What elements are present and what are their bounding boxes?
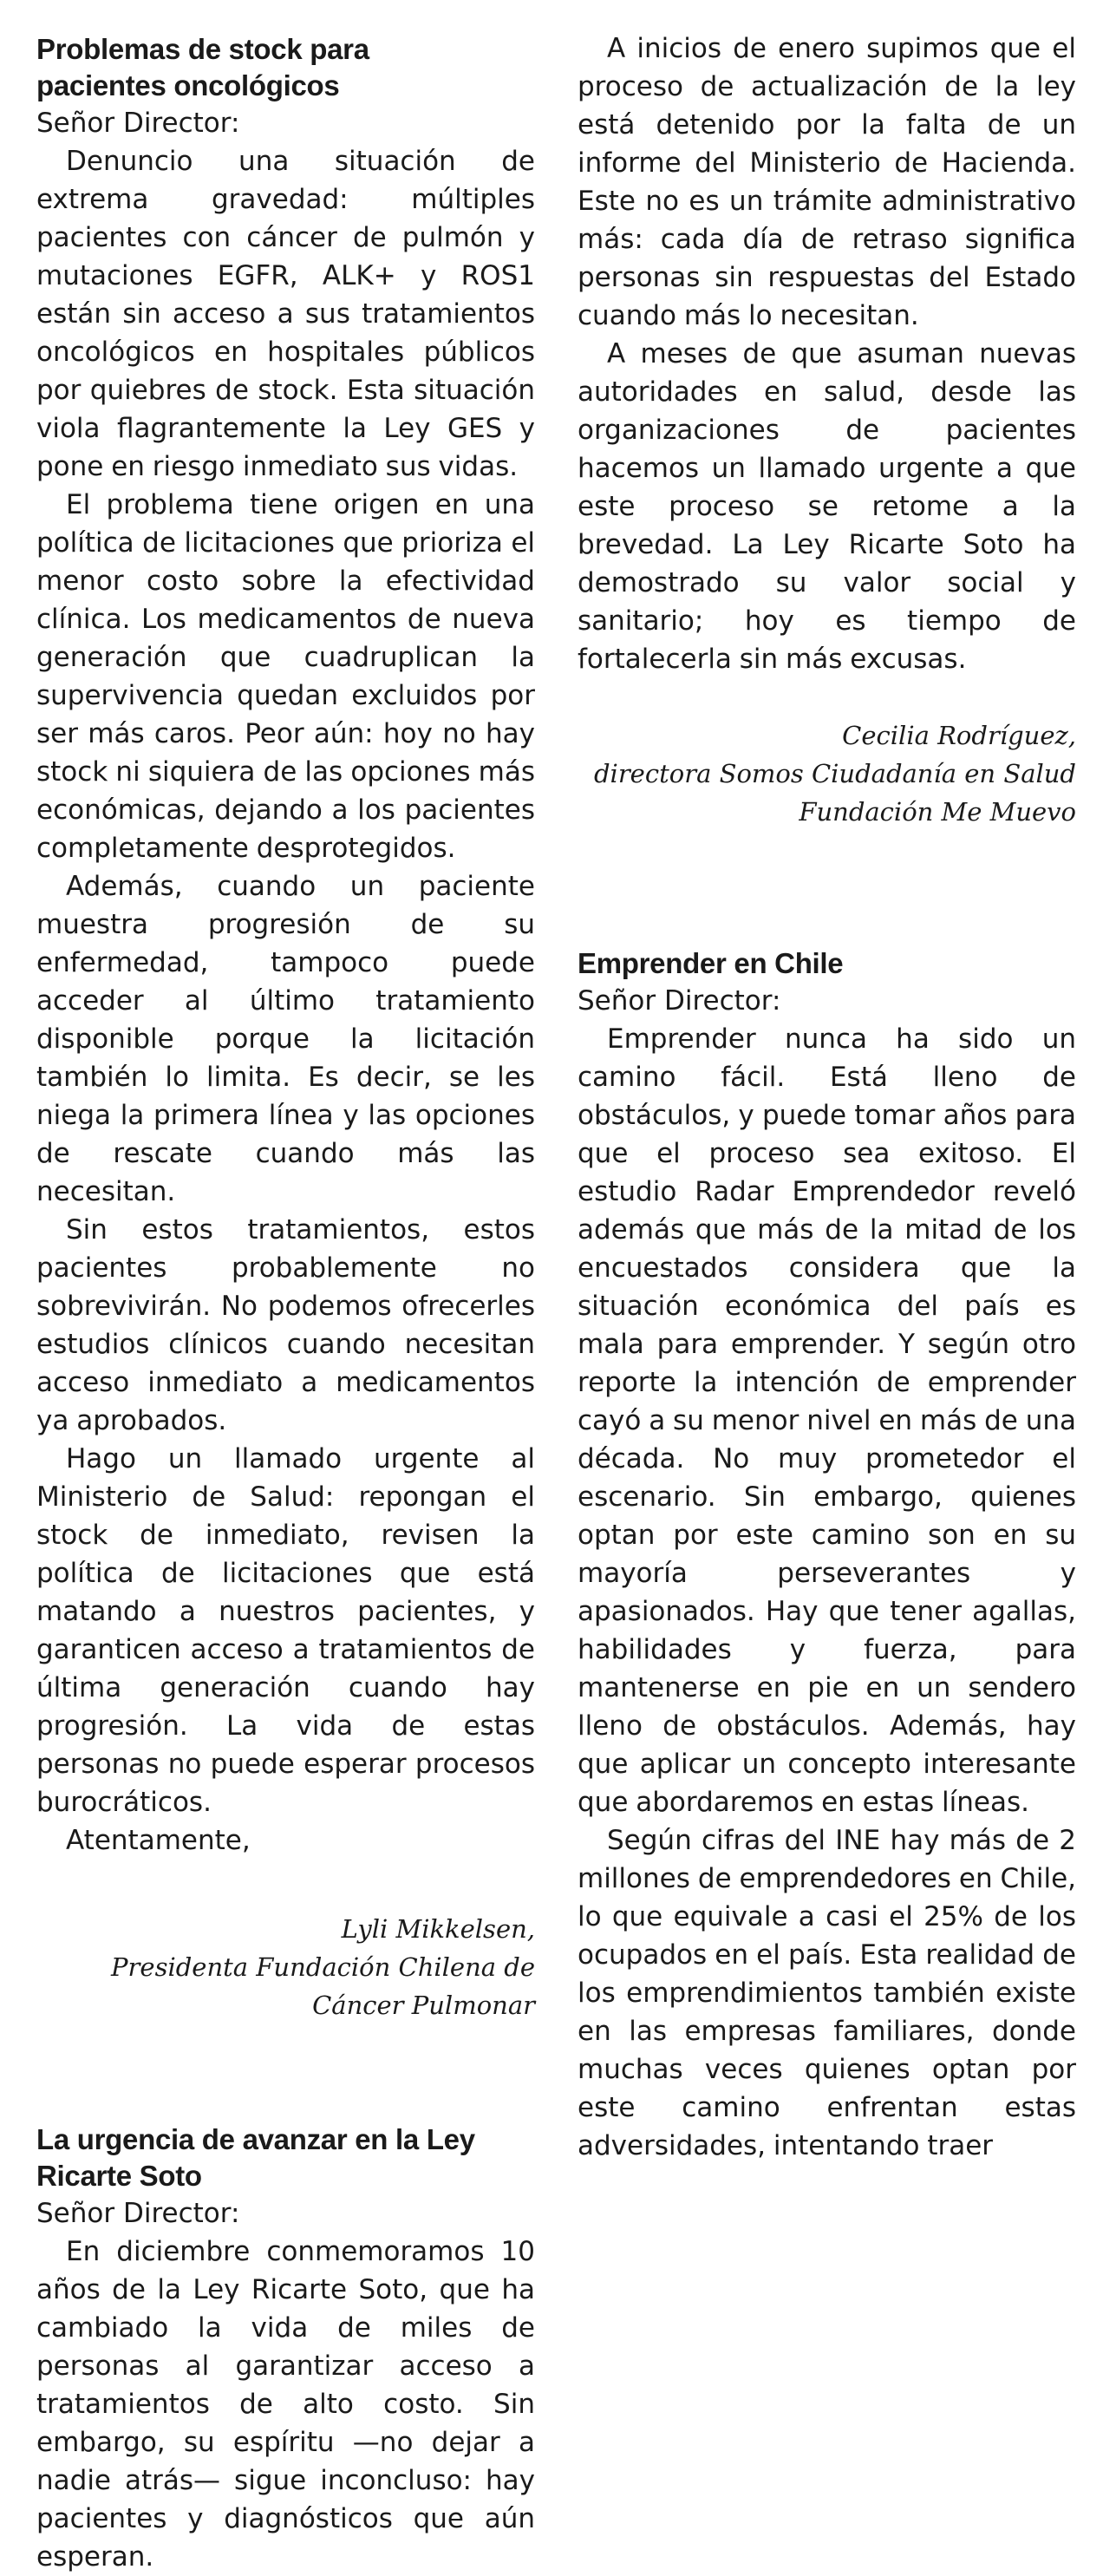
signature-line: Cáncer Pulmonar (312, 1991, 535, 2020)
letter-salutation: Señor Director: (578, 985, 781, 1017)
letter-paragraph: El problema tiene origen en una política de licitaciones que prioriza el menor costo sobre la efectividad clínica. Los medicamentos de nueva generación que cuadruplican la supervivencia quedan excluidos por ser más caros. Peor aún: hoy no hay stock ni siquiera de las opciones más económicas, dejando a los pacientes completamente desprotegidos. (36, 489, 535, 864)
letter-title-line: Ricarte Soto (36, 2160, 202, 2192)
right-column (578, 29, 1076, 2165)
letter-paragraph: Además, cuando un paciente muestra progresión de su enfermedad, tampoco puede acceder al último tratamiento disponible porque la licitación también lo limita. Es decir, se les niega la primera línea y las opciones de rescate cuando más las necesitan. (36, 871, 535, 1207)
letter-title (36, 2122, 535, 2194)
letter-paragraph: A meses de que asuman nuevas autoridades en salud, desde las organizaciones de pacientes hacemos un llamado urgente a que este proceso se retome a la brevedad. La Ley Ricarte Soto ha demostrado su valor social y sanitario; hoy es tiempo de fortalecerla sin más excusas. (578, 338, 1076, 675)
letter-signature (578, 716, 1076, 831)
letter-paragraph: Sin estos tratamientos, estos pacientes probablemente no sobrevivirán. No podemos ofrecerles estudios clínicos cuando necesitan acceso inmediato a medicamentos ya aprobados. (36, 1214, 535, 1436)
letter-emprender-chile (578, 945, 1076, 2165)
signature-line: Lyli Mikkelsen, (341, 1914, 535, 1944)
letter-closing: Atentamente, (66, 1825, 251, 1856)
letter-paragraph: Según cifras del INE hay más de 2 millones de emprendedores en Chile, lo que equivale a casi el 25% de los ocupados en el país. Esta realidad de los emprendimientos también existe en las empresas familiares, donde muchas veces quienes optan por este camino enfrentan estas adversidades, intentando traer (578, 1825, 1076, 2161)
signature-line: Cecilia Rodríguez, (842, 721, 1076, 750)
letter-title (36, 31, 535, 104)
letter-title-line: Emprender en Chile (578, 947, 844, 979)
letter-title-line: pacientes oncológicos (36, 69, 340, 101)
letter-paragraph: En diciembre conmemoramos 10 años de la Ley Ricarte Soto, que ha cambiado la vida de miles de personas al garantizar acceso a tratamientos de alto costo. Sin embargo, su espíritu —no dejar a nadie atrás— sigue inconcluso: hay pacientes y diagnósticos que aún esperan. (36, 2236, 535, 2573)
left-column (36, 31, 535, 2576)
letter-paragraph: Denuncio una situación de extrema gravedad: múltiples pacientes con cáncer de pulmón y mutaciones EGFR, ALK+ y ROS1 están sin acceso a sus tratamientos oncológicos en hospitales públicos por quiebres de stock. Esta situación viola flagrantemente la Ley GES y pone en riesgo inmediato sus vidas. (36, 146, 535, 482)
signature-line: directora Somos Ciudadanía en Salud (593, 759, 1076, 788)
signature-line: Fundación Me Muevo (799, 797, 1076, 827)
letter-title-line: Problemas de stock para (36, 33, 369, 65)
letter-stock-problems (36, 31, 535, 2024)
letter-title-line: La urgencia de avanzar en la Ley (36, 2123, 475, 2155)
letter-ricarte-soto (36, 2122, 535, 2576)
letter-title (578, 945, 1076, 982)
letter-salutation: Señor Director: (36, 2198, 240, 2229)
signature-line: Presidenta Fundación Chilena de (111, 1952, 535, 1982)
letter-paragraph: Emprender nunca ha sido un camino fácil. Está lleno de obstáculos, y puede tomar años para que el proceso sea exitoso. El estudio Radar Emprendedor reveló además que más de la mitad de los encuestados considera que la situación económica del país es mala para emprender. Y según otro reporte la intención de emprender cayó a su menor nivel en más de una década. No muy prometedor el escenario. Sin embargo, quienes optan por este camino son en su mayoría perseverantes y apasionados. Hay que tener agallas, habilidades y fuerza, para mantenerse en pie en un sendero lleno de obstáculos. Además, hay que aplicar un concepto interesante que abordaremos en estas líneas. (578, 1023, 1077, 1818)
letter-paragraph: A inicios de enero supimos que el proceso de actualización de la ley está detenido por la falta de un informe del Ministerio de Hacienda. Este no es un trámite administrativo más: cada día de retraso significa personas sin respuestas del Estado cuando más lo necesitan. (578, 33, 1076, 331)
letter-signature (36, 1910, 535, 2024)
letter-ricarte-soto-continued (578, 29, 1076, 831)
letter-paragraph: Hago un llamado urgente al Ministerio de Salud: repongan el stock de inmediato, revisen la política de licitaciones que está matando a nuestros pacientes, y garanticen acceso a tratamientos de última generación cuando hay progresión. La vida de estas personas no puede esperar procesos burocráticos. (36, 1443, 535, 1818)
letter-salutation: Señor Director: (36, 108, 240, 139)
